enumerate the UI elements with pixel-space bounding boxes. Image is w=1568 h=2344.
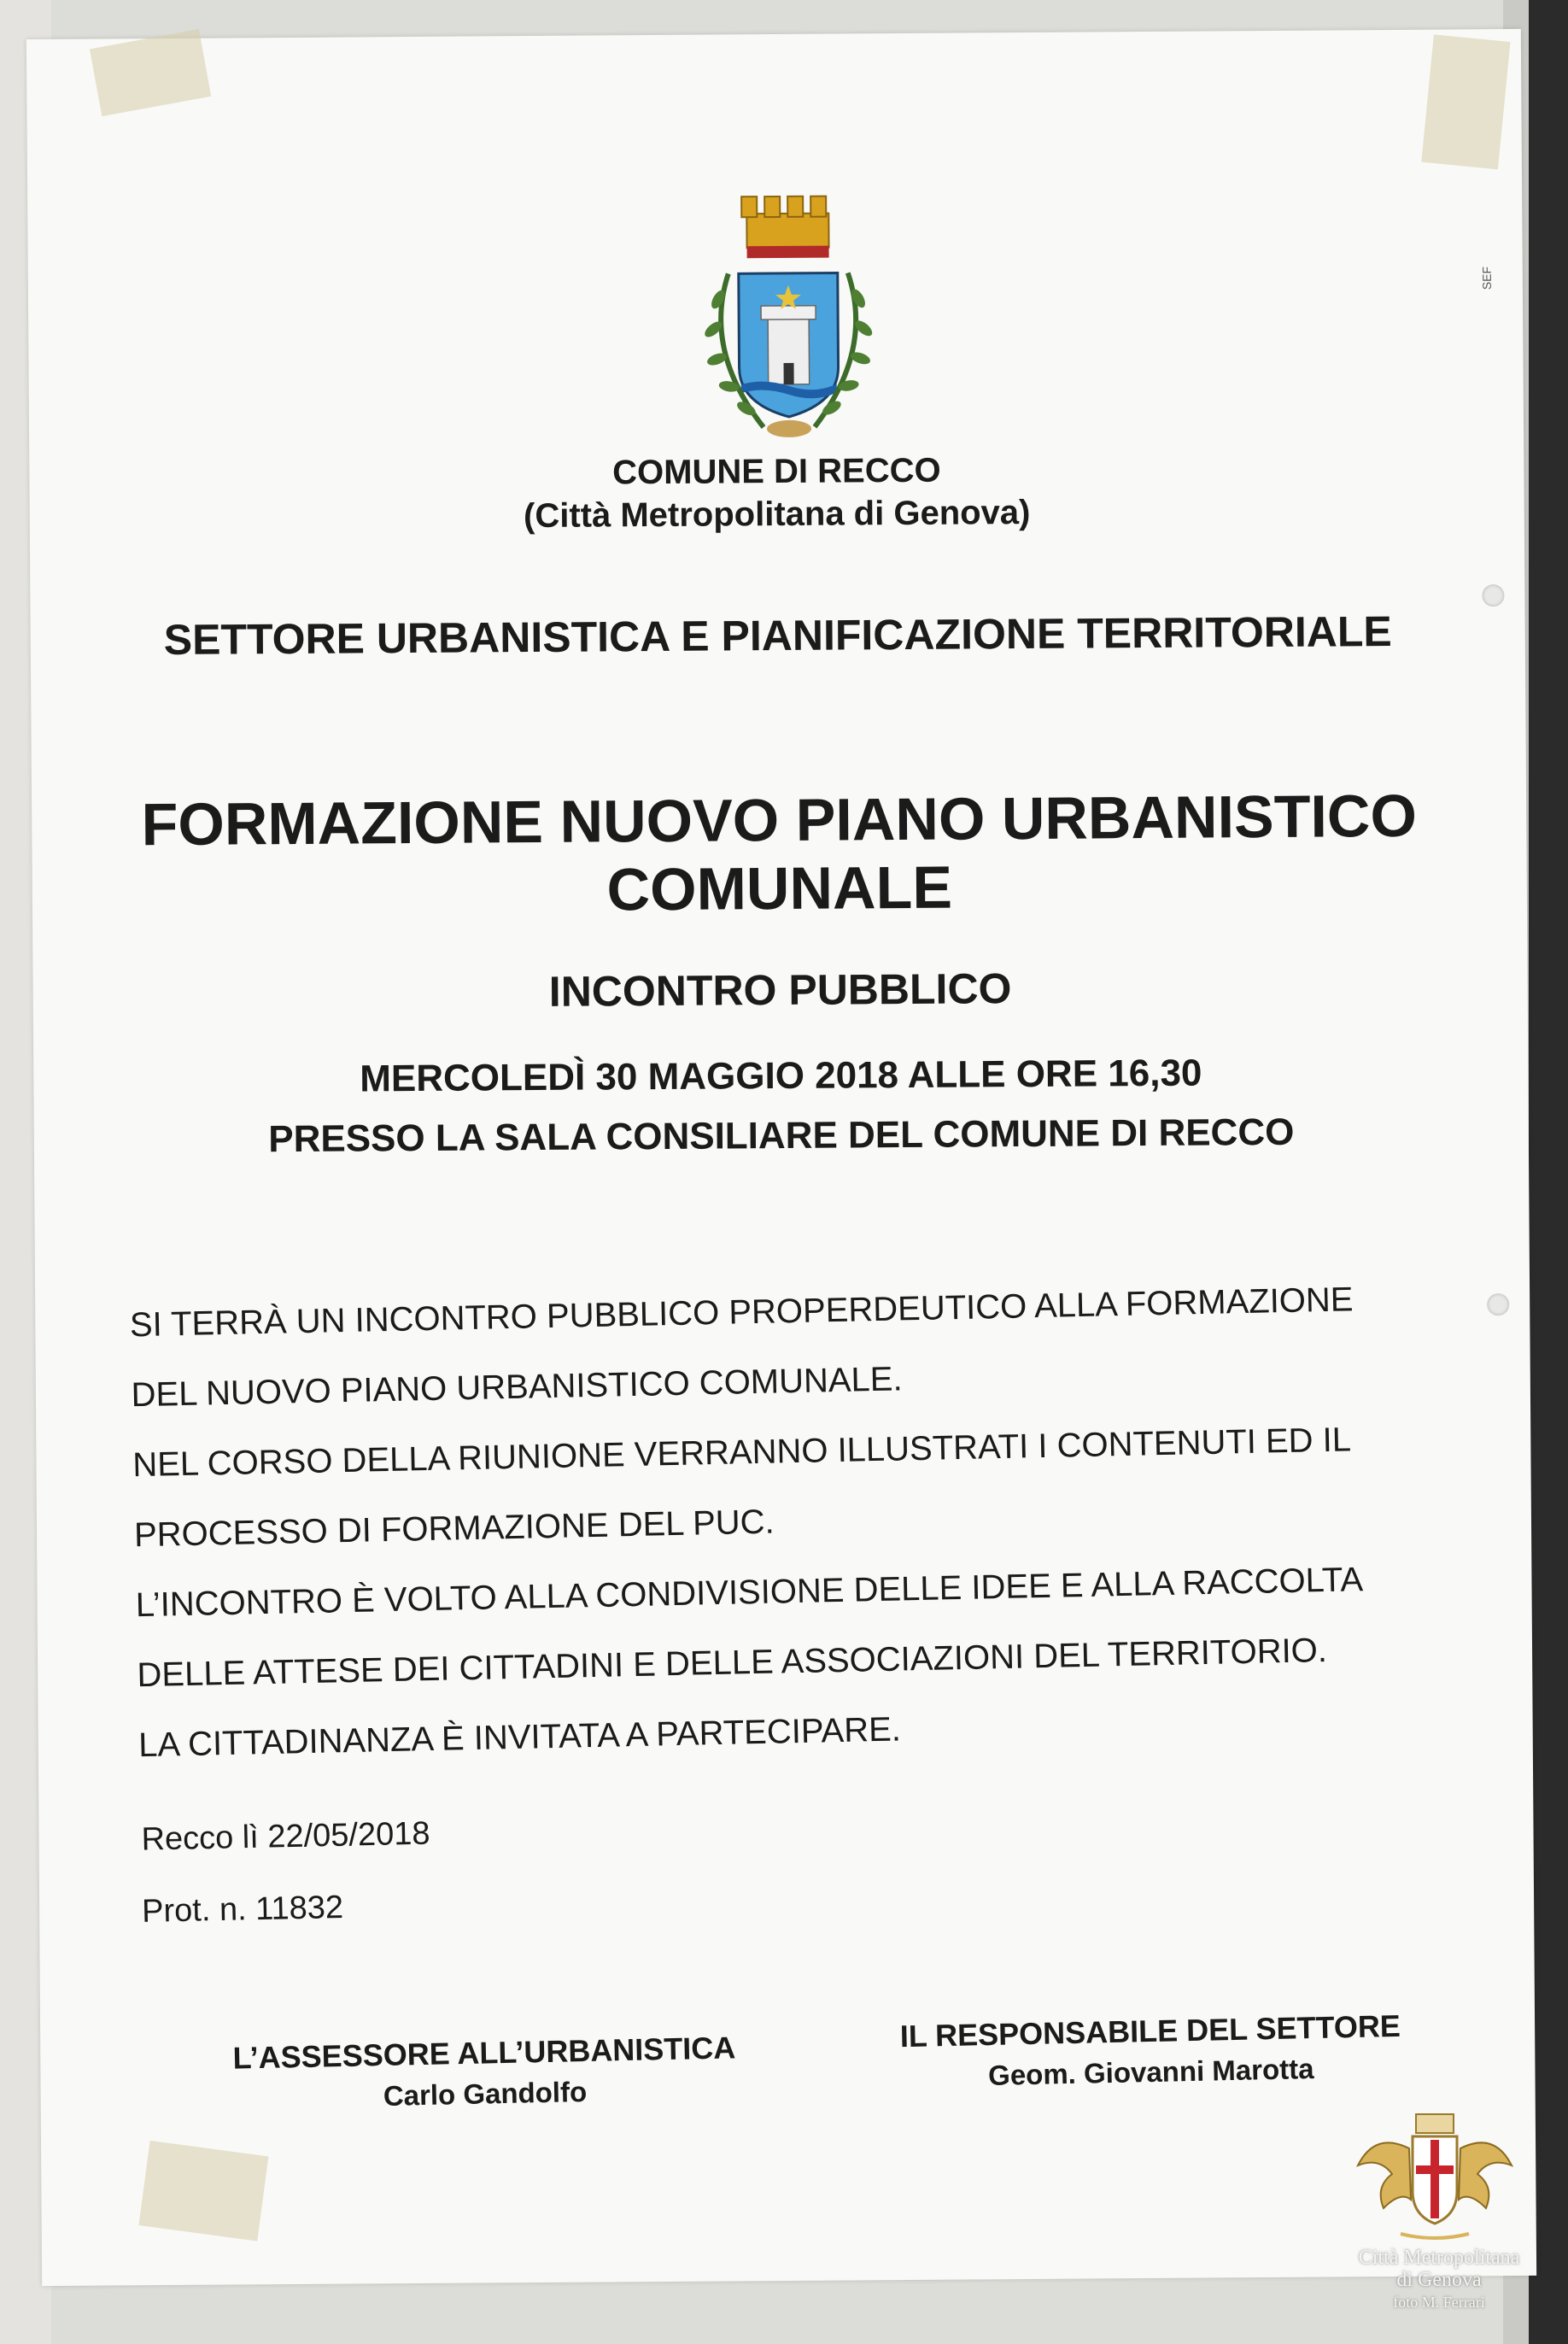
- body-line: DEL NUOVO PIANO URBANISTICO COMUNALE.: [131, 1360, 904, 1415]
- body-line: DELLE ATTESE DEI CITTADINI E DELLE ASSOCIAZIONI DEL TERRITORIO.: [137, 1632, 1328, 1695]
- watermark-line: di Genova: [1396, 2269, 1482, 2291]
- event-place: PRESSO LA SALA CONSILIARE DEL COMUNE DI RECCO: [268, 1110, 1295, 1161]
- signature-name: Carlo Gandolfo: [383, 2075, 588, 2112]
- door-frame: [1529, 0, 1568, 2344]
- photo-credit: foto M. Ferrari: [1393, 2294, 1485, 2311]
- signature-assessore: [185, 2029, 785, 2117]
- body-line: PROCESSO DI FORMAZIONE DEL PUC.: [133, 1503, 775, 1555]
- notice-poster: [26, 29, 1536, 2286]
- body-line: LA CITTADINANZA È INVITATA A PARTECIPARE.: [137, 1710, 902, 1765]
- recco-coat-of-arms-icon: [685, 179, 892, 462]
- place-date: Recco lì 22/05/2018: [141, 1815, 430, 1858]
- pin-hole: [1482, 584, 1504, 607]
- signature-role: IL RESPONSABILE DEL SETTORE: [899, 2007, 1401, 2054]
- body-line: SI TERRÀ UN INCONTRO PUBBLICO PROPERDEUTICO ALLA FORMAZIONE: [129, 1280, 1354, 1345]
- signature-role: L’ASSESSORE ALL’URBANISTICA: [232, 2030, 736, 2076]
- signature-name: Geom. Giovanni Marotta: [987, 2053, 1314, 2091]
- body-line: L’INCONTRO È VOLTO ALLA CONDIVISIONE DELLE IDEE E ALLA RACCOLTA: [135, 1561, 1364, 1625]
- pin-hole: [1487, 1293, 1509, 1316]
- tape-top-right: [1421, 34, 1510, 169]
- watermark-caption: [1332, 2247, 1546, 2313]
- tape-bottom-left: [138, 2141, 268, 2241]
- notice-body: [129, 1262, 1506, 1780]
- event-date: MERCOLEDÌ 30 MAGGIO 2018 ALLE ORE 16,30: [360, 1052, 1202, 1100]
- issuer-subtitle: (Città Metropolitana di Genova): [523, 493, 1031, 536]
- signature-responsabile: [851, 2007, 1450, 2095]
- tape-top-left: [90, 29, 211, 116]
- department-heading: SETTORE URBANISTICA E PIANIFICAZIONE TERRITORIALE: [163, 607, 1392, 665]
- genova-coat-of-arms-icon: [1349, 2106, 1520, 2251]
- watermark-line: Città Metropolitana: [1358, 2247, 1520, 2269]
- notice-title-line2: COMUNALE: [606, 853, 953, 923]
- issuer-name: COMUNE DI RECCO: [612, 451, 941, 492]
- protocol-number: Prot. n. 11832: [141, 1889, 344, 1930]
- printer-mark: SEF: [1479, 266, 1494, 290]
- notice-subtitle: INCONTRO PUBBLICO: [548, 964, 1012, 1016]
- notice-title-line1: FORMAZIONE NUOVO PIANO URBANISTICO: [141, 782, 1418, 858]
- body-line: NEL CORSO DELLA RIUNIONE VERRANNO ILLUSTRATI I CONTENUTI ED IL: [132, 1421, 1352, 1485]
